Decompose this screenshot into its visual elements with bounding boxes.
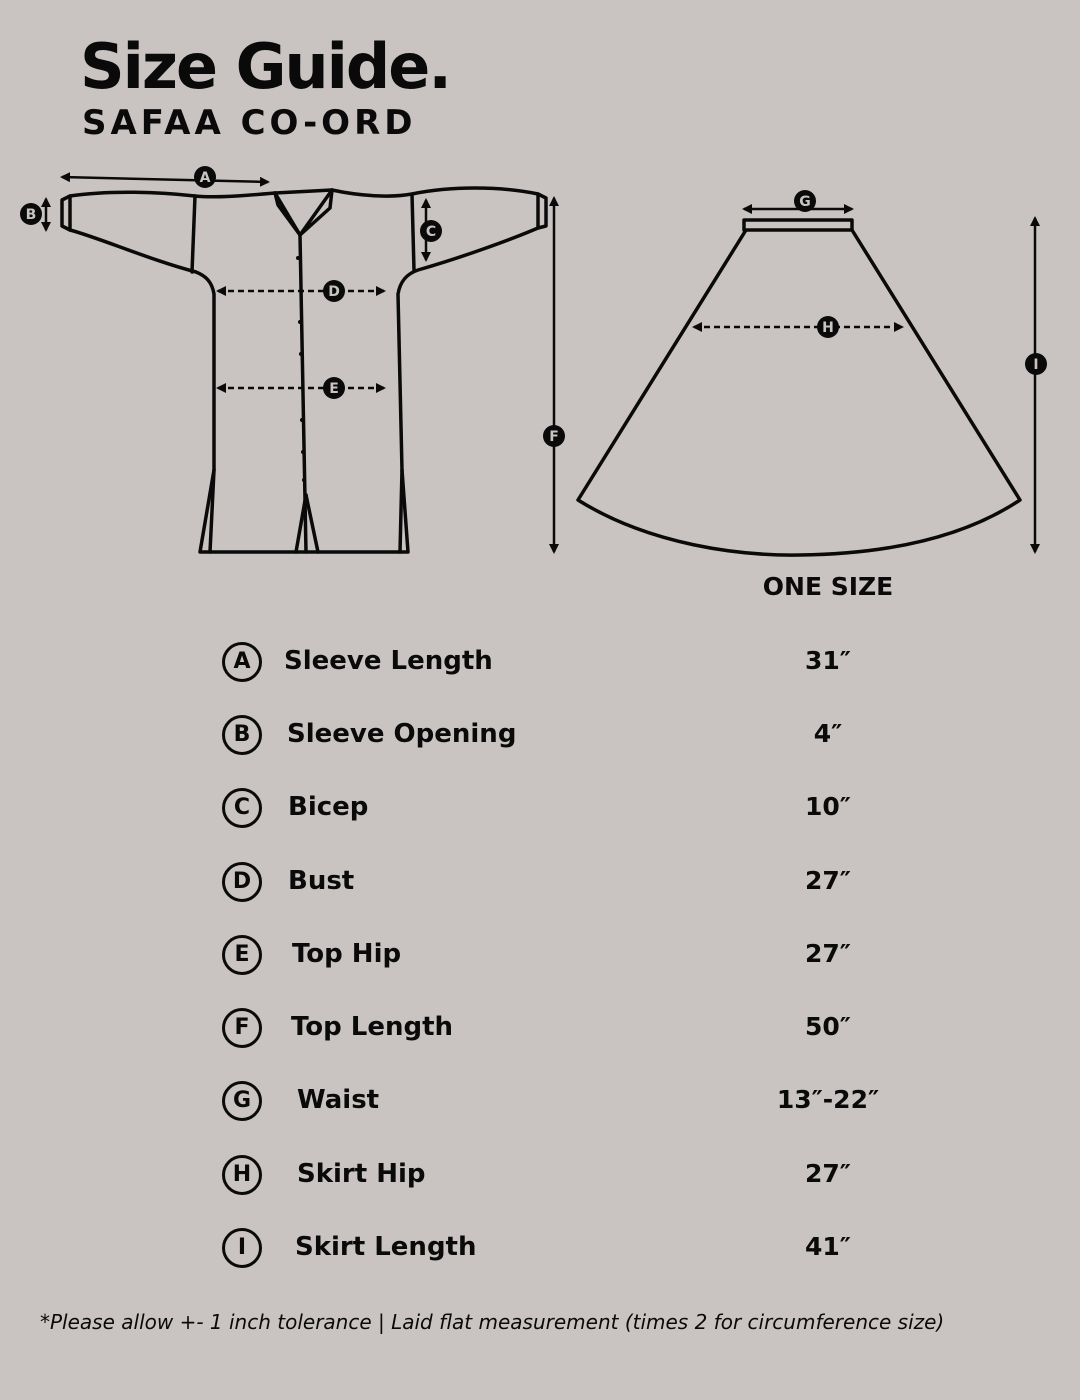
measurement-label: Top Length [291, 1012, 454, 1042]
measurement-label: Bicep [288, 792, 369, 822]
letter-badge: H [222, 1155, 262, 1195]
marker-a [194, 166, 216, 188]
table-row [222, 1079, 922, 1123]
footnote: *Please allow +- 1 inch tolerance | Laid flat measurement (times 2 for circumference size) [40, 1310, 945, 1334]
svg-text:G: G [799, 194, 811, 210]
letter-badge: D [222, 862, 262, 902]
top-outline [62, 188, 546, 552]
svg-text:E: E [329, 381, 339, 397]
letter-badge: I [222, 1228, 262, 1268]
table-row [222, 713, 922, 757]
marker-b [20, 203, 42, 225]
table-row [222, 640, 922, 684]
measurement-value: 27″ [805, 866, 851, 895]
marker-e [323, 377, 345, 399]
measurement-value: 50″ [805, 1012, 851, 1041]
letter-badge: C [222, 788, 262, 828]
letter-badge: B [222, 715, 262, 755]
svg-text:C: C [425, 224, 437, 240]
svg-text:I: I [1033, 357, 1039, 373]
marker-c [420, 220, 442, 242]
svg-text:B: B [25, 207, 37, 223]
table-row [222, 786, 922, 830]
diagram-markers [20, 166, 1047, 447]
measurement-label: Top Hip [292, 939, 402, 969]
svg-text:F: F [549, 429, 559, 445]
page-title: Size Guide. [80, 30, 450, 103]
marker-f [543, 425, 565, 447]
svg-text:D: D [328, 284, 340, 300]
size-column-header: ONE SIZE [762, 572, 894, 601]
measurement-label: Bust [288, 866, 355, 896]
measurement-value: 41″ [805, 1232, 851, 1261]
measurement-label: Sleeve Length [284, 646, 493, 676]
table-row [222, 860, 922, 904]
table-row [222, 1006, 922, 1050]
marker-g [794, 190, 816, 212]
letter-badge: G [222, 1081, 262, 1121]
table-row [222, 933, 922, 977]
garment-diagram [0, 0, 1080, 600]
skirt-outline [578, 220, 1020, 555]
marker-d [323, 280, 345, 302]
measurement-label: Waist [297, 1085, 380, 1115]
measurement-value: 27″ [805, 1159, 851, 1188]
measurement-value: 4″ [813, 719, 843, 748]
letter-badge: E [222, 935, 262, 975]
measurement-label: Skirt Length [295, 1232, 477, 1262]
measurement-label: Sleeve Opening [287, 719, 517, 749]
table-row [222, 1226, 922, 1270]
table-row [222, 1153, 922, 1197]
svg-text:H: H [822, 320, 834, 336]
marker-h [817, 316, 839, 338]
marker-i [1025, 353, 1047, 375]
measurement-value: 13″-22″ [776, 1085, 880, 1114]
letter-badge: F [222, 1008, 262, 1048]
letter-badge: A [222, 642, 262, 682]
measurement-label: Skirt Hip [297, 1159, 426, 1189]
measurement-value: 31″ [805, 646, 851, 675]
product-name: SAFAA CO-ORD [82, 103, 417, 143]
measurement-value: 10″ [805, 792, 851, 821]
svg-text:A: A [199, 170, 211, 186]
measurement-value: 27″ [805, 939, 851, 968]
